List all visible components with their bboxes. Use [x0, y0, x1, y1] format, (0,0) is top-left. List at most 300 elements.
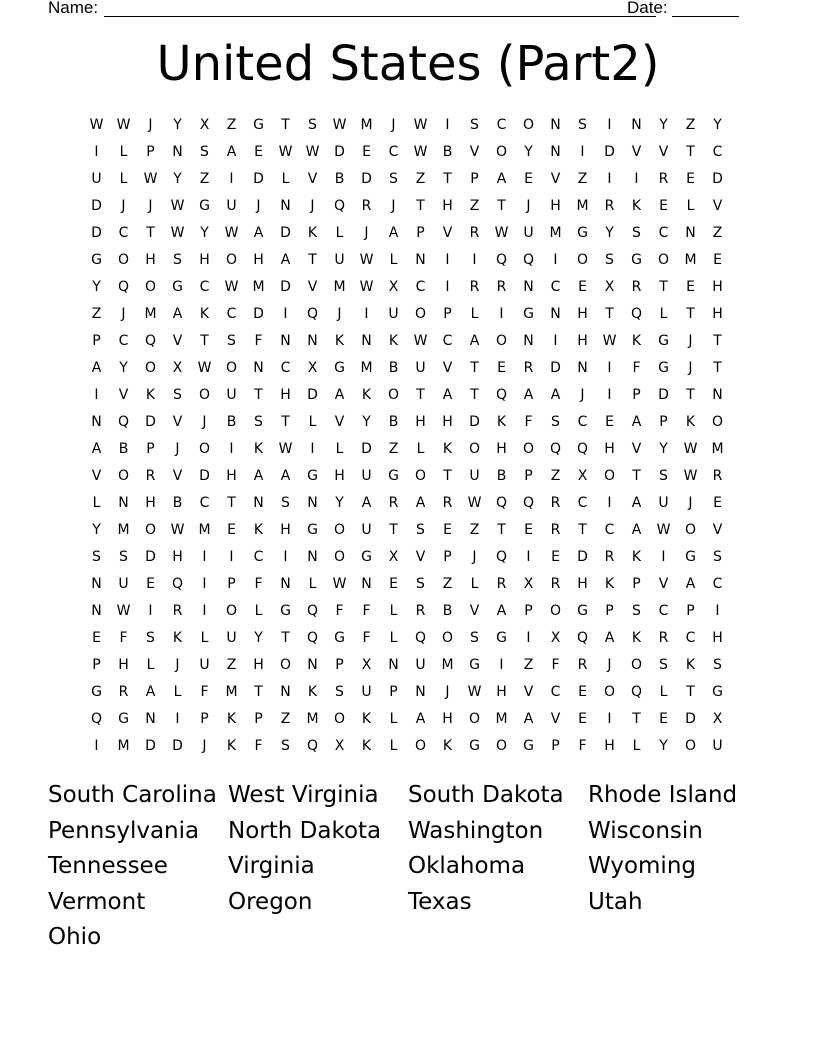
- grid-letter: T: [470, 359, 479, 376]
- grid-letter: M: [117, 737, 130, 754]
- grid-letter: R: [469, 224, 480, 241]
- date-blank-line: [672, 16, 739, 17]
- grid-letter: P: [551, 737, 560, 754]
- grid-letter: Y: [524, 143, 533, 160]
- grid-letter: D: [658, 386, 669, 403]
- grid-letter: E: [524, 521, 533, 538]
- grid-letter: A: [631, 494, 642, 511]
- grid-letter: R: [415, 602, 426, 619]
- grid-letter: X: [388, 548, 399, 565]
- grid-letter: Q: [576, 629, 589, 646]
- grid-letter: B: [334, 170, 345, 187]
- grid-letter: P: [524, 467, 533, 484]
- grid-letter: N: [577, 359, 588, 376]
- grid-letter: E: [578, 683, 587, 700]
- grid-letter: E: [524, 170, 533, 187]
- grid-letter: W: [278, 440, 293, 457]
- word-bank-item: Rhode Island: [588, 782, 738, 808]
- grid-letter: G: [307, 521, 318, 538]
- word-bank-item: Oregon: [228, 888, 313, 915]
- grid-letter: V: [712, 197, 723, 214]
- word-bank-item: Washington: [408, 817, 544, 844]
- grid-letter: A: [631, 413, 642, 430]
- grid-letter: T: [659, 278, 668, 295]
- grid-letter: L: [92, 494, 101, 511]
- grid-letter: T: [200, 332, 209, 349]
- grid-letter: Z: [415, 170, 426, 187]
- grid-letter: I: [607, 494, 612, 511]
- grid-letter: C: [577, 494, 588, 511]
- grid-letter: Z: [199, 170, 210, 187]
- grid-letter: E: [92, 629, 101, 646]
- grid-letter: J: [364, 224, 369, 241]
- grid-letter: A: [91, 440, 102, 457]
- grid-letter: J: [310, 197, 315, 214]
- grid-letter: Q: [306, 737, 319, 754]
- grid-letter: S: [416, 521, 425, 538]
- grid-letter: V: [658, 575, 669, 592]
- grid-letter: U: [361, 521, 372, 538]
- grid-letter: H: [280, 521, 291, 538]
- grid-letter: M: [144, 305, 157, 322]
- grid-letter: T: [497, 521, 506, 538]
- grid-letter: X: [307, 359, 318, 376]
- grid-letter: C: [577, 413, 588, 430]
- grid-letter: Q: [495, 548, 508, 565]
- grid-letter: Z: [226, 656, 237, 673]
- grid-letter: S: [227, 332, 236, 349]
- grid-letter: D: [91, 224, 102, 241]
- grid-letter: C: [604, 521, 615, 538]
- grid-letter: N: [91, 413, 102, 430]
- grid-letter: D: [577, 548, 588, 565]
- grid-letter: Q: [495, 494, 508, 511]
- grid-letter: J: [445, 683, 450, 700]
- grid-letter: U: [469, 467, 480, 484]
- grid-letter: L: [389, 251, 398, 268]
- grid-letter: E: [713, 251, 722, 268]
- grid-letter: E: [146, 575, 155, 592]
- grid-letter: C: [550, 278, 561, 295]
- grid-letter: I: [607, 170, 612, 187]
- grid-letter: E: [659, 710, 668, 727]
- grid-letter: N: [361, 332, 372, 349]
- date-label: Date:: [627, 0, 668, 17]
- grid-letter: H: [712, 629, 723, 646]
- grid-letter: O: [522, 116, 535, 133]
- grid-letter: Q: [144, 332, 157, 349]
- word-bank: [48, 778, 788, 956]
- grid-letter: N: [631, 116, 642, 133]
- grid-letter: I: [634, 170, 639, 187]
- grid-letter: O: [414, 467, 427, 484]
- grid-letter: H: [199, 251, 210, 268]
- grid-letter: I: [661, 548, 666, 565]
- grid-letter: F: [578, 737, 587, 754]
- grid-letter: G: [361, 548, 372, 565]
- grid-letter: W: [656, 521, 671, 538]
- grid-letter: D: [280, 224, 291, 241]
- grid-letter: C: [199, 278, 210, 295]
- grid-letter: K: [685, 656, 696, 673]
- grid-letter: P: [335, 656, 344, 673]
- grid-letter: K: [685, 413, 696, 430]
- grid-letter: T: [443, 170, 452, 187]
- grid-letter: O: [522, 440, 535, 457]
- grid-letter: D: [145, 548, 156, 565]
- grid-letter: V: [172, 413, 183, 430]
- grid-letter: I: [445, 116, 450, 133]
- grid-letter: U: [118, 575, 129, 592]
- grid-letter: E: [254, 143, 263, 160]
- grid-letter: O: [603, 683, 616, 700]
- grid-letter: I: [202, 548, 207, 565]
- grid-letter: A: [253, 224, 264, 241]
- grid-letter: O: [414, 737, 427, 754]
- grid-letter: V: [550, 170, 561, 187]
- grid-letter: Q: [306, 629, 319, 646]
- grid-letter: O: [630, 656, 643, 673]
- grid-letter: N: [280, 683, 291, 700]
- grid-letter: O: [441, 629, 454, 646]
- grid-letter: Q: [90, 710, 103, 727]
- grid-letter: R: [658, 629, 669, 646]
- grid-letter: T: [686, 683, 695, 700]
- grid-letter: J: [688, 359, 693, 376]
- grid-letter: B: [118, 440, 129, 457]
- grid-letter: P: [443, 548, 452, 565]
- grid-letter: M: [252, 278, 265, 295]
- grid-letter: O: [495, 332, 508, 349]
- grid-letter: Y: [659, 737, 668, 754]
- grid-letter: W: [683, 440, 698, 457]
- grid-letter: U: [334, 251, 345, 268]
- grid-letter: S: [173, 251, 182, 268]
- grid-letter: P: [632, 386, 641, 403]
- grid-letter: F: [335, 602, 344, 619]
- grid-letter: Q: [306, 305, 319, 322]
- grid-letter: D: [685, 710, 696, 727]
- grid-letter: W: [116, 602, 131, 619]
- grid-letter: P: [146, 143, 155, 160]
- grid-letter: A: [550, 386, 561, 403]
- grid-letter: D: [334, 143, 345, 160]
- grid-letter: X: [550, 629, 561, 646]
- grid-letter: N: [550, 143, 561, 160]
- grid-letter: S: [335, 683, 344, 700]
- grid-letter: Q: [333, 197, 346, 214]
- grid-letter: V: [550, 710, 561, 727]
- grid-letter: K: [361, 737, 372, 754]
- grid-letter: Q: [495, 251, 508, 268]
- grid-letter: L: [470, 575, 479, 592]
- grid-letter: R: [496, 278, 507, 295]
- grid-letter: T: [443, 467, 452, 484]
- grid-letter: C: [550, 683, 561, 700]
- grid-letter: U: [226, 197, 237, 214]
- grid-letter: P: [254, 710, 263, 727]
- grid-letter: D: [361, 440, 372, 457]
- grid-letter: M: [684, 251, 697, 268]
- grid-letter: J: [472, 548, 477, 565]
- grid-letter: W: [413, 143, 428, 160]
- grid-letter: I: [202, 575, 207, 592]
- grid-letter: L: [389, 710, 398, 727]
- grid-letter: Q: [117, 278, 130, 295]
- grid-letter: G: [523, 737, 534, 754]
- grid-letter: Z: [685, 116, 696, 133]
- grid-letter: Y: [362, 413, 371, 430]
- grid-letter: Q: [522, 251, 535, 268]
- grid-letter: G: [685, 548, 696, 565]
- grid-letter: Q: [630, 683, 643, 700]
- grid-letter: C: [253, 548, 264, 565]
- grid-letter: V: [172, 332, 183, 349]
- grid-letter: T: [686, 143, 695, 160]
- grid-letter: T: [470, 386, 479, 403]
- grid-letter: Q: [576, 440, 589, 457]
- grid-letter: I: [445, 278, 450, 295]
- grid-letter: A: [523, 710, 534, 727]
- grid-letter: M: [306, 710, 319, 727]
- grid-letter: X: [388, 278, 399, 295]
- grid-letter: B: [388, 413, 399, 430]
- grid-letter: S: [200, 143, 209, 160]
- grid-letter: A: [172, 305, 183, 322]
- grid-letter: T: [686, 305, 695, 322]
- grid-letter: R: [658, 170, 669, 187]
- grid-letter: Q: [171, 575, 184, 592]
- grid-letter: E: [497, 359, 506, 376]
- grid-letter: T: [713, 332, 722, 349]
- grid-letter: O: [117, 251, 130, 268]
- grid-letter: F: [254, 332, 263, 349]
- grid-letter: V: [91, 467, 102, 484]
- grid-letter: N: [280, 197, 291, 214]
- grid-letter: G: [172, 278, 183, 295]
- grid-letter: E: [443, 521, 452, 538]
- grid-letter: N: [550, 116, 561, 133]
- grid-letter: P: [632, 575, 641, 592]
- grid-letter: H: [442, 413, 453, 430]
- grid-letter: Y: [200, 224, 209, 241]
- grid-letter: L: [254, 602, 263, 619]
- grid-letter: T: [632, 467, 641, 484]
- grid-letter: E: [713, 494, 722, 511]
- name-label: Name:: [48, 0, 99, 17]
- grid-letter: I: [607, 359, 612, 376]
- grid-letter: J: [607, 656, 612, 673]
- grid-letter: N: [523, 332, 534, 349]
- grid-letter: I: [472, 251, 477, 268]
- grid-letter: S: [659, 467, 668, 484]
- grid-letter: Y: [92, 278, 101, 295]
- grid-letter: T: [281, 413, 290, 430]
- grid-letter: X: [172, 359, 183, 376]
- grid-letter: C: [685, 629, 696, 646]
- grid-letter: E: [551, 548, 560, 565]
- grid-letter: G: [199, 197, 210, 214]
- grid-letter: S: [470, 629, 479, 646]
- grid-letter: P: [200, 710, 209, 727]
- grid-letter: N: [91, 602, 102, 619]
- grid-letter: U: [361, 683, 372, 700]
- grid-letter: M: [711, 440, 724, 457]
- grid-letter: Y: [92, 521, 101, 538]
- grid-letter: A: [469, 332, 480, 349]
- grid-letter: V: [469, 602, 480, 619]
- grid-letter: A: [523, 386, 534, 403]
- grid-letter: J: [337, 305, 342, 322]
- grid-letter: W: [116, 116, 131, 133]
- grid-letter: N: [118, 494, 129, 511]
- grid-letter: M: [117, 521, 130, 538]
- grid-letter: K: [361, 710, 372, 727]
- grid-letter: G: [712, 683, 723, 700]
- grid-letter: N: [307, 656, 318, 673]
- grid-letter: G: [118, 710, 129, 727]
- grid-letter: Z: [577, 170, 588, 187]
- grid-letter: U: [199, 656, 210, 673]
- grid-letter: Z: [712, 224, 723, 241]
- grid-letter: W: [359, 251, 374, 268]
- grid-letter: P: [146, 440, 155, 457]
- grid-letter: K: [388, 332, 399, 349]
- grid-letter: H: [253, 656, 264, 673]
- grid-letter: E: [686, 278, 695, 295]
- grid-letter: E: [389, 575, 398, 592]
- grid-letter: G: [496, 629, 507, 646]
- grid-letter: L: [470, 305, 479, 322]
- grid-letter: N: [172, 143, 183, 160]
- word-bank-item: Oklahoma: [408, 853, 526, 879]
- puzzle-title: United States (Part2): [156, 36, 660, 92]
- grid-letter: X: [361, 656, 372, 673]
- grid-letter: C: [388, 143, 399, 160]
- grid-letter: Z: [442, 575, 453, 592]
- grid-letter: C: [442, 332, 453, 349]
- grid-letter: Y: [254, 629, 263, 646]
- grid-letter: X: [712, 710, 723, 727]
- grid-letter: L: [389, 602, 398, 619]
- grid-letter: N: [280, 575, 291, 592]
- grid-letter: J: [175, 656, 180, 673]
- letter-grid: [83, 111, 731, 759]
- grid-letter: A: [415, 710, 426, 727]
- grid-letter: Z: [550, 467, 561, 484]
- grid-letter: P: [470, 170, 479, 187]
- grid-letter: M: [225, 683, 238, 700]
- grid-letter: S: [551, 413, 560, 430]
- grid-letter: R: [361, 197, 372, 214]
- word-bank-item: Wisconsin: [588, 817, 703, 844]
- grid-letter: O: [549, 602, 562, 619]
- grid-letter: W: [467, 494, 482, 511]
- grid-letter: R: [604, 548, 615, 565]
- grid-letter: F: [362, 602, 371, 619]
- grid-letter: H: [145, 494, 156, 511]
- grid-letter: Y: [605, 224, 614, 241]
- grid-letter: O: [144, 359, 157, 376]
- grid-letter: J: [175, 440, 180, 457]
- worksheet-header: [48, 0, 748, 20]
- grid-letter: T: [281, 629, 290, 646]
- grid-letter: F: [524, 413, 533, 430]
- grid-letter: J: [391, 197, 396, 214]
- grid-letter: W: [359, 278, 374, 295]
- grid-letter: O: [144, 278, 157, 295]
- grid-letter: P: [92, 332, 101, 349]
- grid-letter: G: [631, 251, 642, 268]
- grid-letter: W: [224, 278, 239, 295]
- grid-letter: J: [391, 116, 396, 133]
- grid-letter: I: [607, 710, 612, 727]
- grid-letter: L: [632, 737, 641, 754]
- grid-letter: L: [200, 629, 209, 646]
- grid-letter: C: [658, 224, 669, 241]
- grid-letter: N: [307, 332, 318, 349]
- grid-letter: G: [658, 359, 669, 376]
- grid-letter: L: [119, 143, 128, 160]
- grid-letter: P: [389, 683, 398, 700]
- grid-letter: O: [711, 413, 724, 430]
- grid-letter: I: [364, 305, 369, 322]
- grid-letter: M: [198, 521, 211, 538]
- grid-letter: I: [94, 386, 99, 403]
- grid-letter: I: [553, 251, 558, 268]
- grid-letter: Z: [388, 440, 399, 457]
- grid-letter: C: [712, 575, 723, 592]
- grid-letter: N: [253, 494, 264, 511]
- grid-letter: D: [307, 386, 318, 403]
- grid-letter: I: [499, 305, 504, 322]
- grid-letter: W: [413, 116, 428, 133]
- grid-letter: S: [146, 629, 155, 646]
- grid-letter: X: [334, 737, 345, 754]
- grid-letter: S: [254, 413, 263, 430]
- grid-letter: J: [526, 197, 531, 214]
- grid-letter: V: [712, 521, 723, 538]
- grid-letter: O: [144, 521, 157, 538]
- grid-letter: U: [415, 359, 426, 376]
- grid-letter: S: [578, 116, 587, 133]
- grid-letter: X: [577, 467, 588, 484]
- grid-letter: O: [333, 548, 346, 565]
- grid-letter: H: [280, 386, 291, 403]
- grid-letter: A: [91, 359, 102, 376]
- grid-letter: L: [173, 683, 182, 700]
- grid-letter: I: [283, 548, 288, 565]
- grid-letter: J: [688, 332, 693, 349]
- grid-letter: I: [148, 602, 153, 619]
- grid-letter: L: [389, 629, 398, 646]
- grid-letter: R: [550, 494, 561, 511]
- grid-letter: G: [280, 602, 291, 619]
- grid-letter: T: [416, 197, 425, 214]
- grid-letter: U: [388, 305, 399, 322]
- grid-letter: P: [524, 602, 533, 619]
- grid-letter: R: [631, 278, 642, 295]
- grid-letter: A: [631, 521, 642, 538]
- grid-letter: F: [254, 575, 263, 592]
- grid-letter: K: [334, 332, 345, 349]
- grid-letter: W: [278, 143, 293, 160]
- grid-letter: X: [604, 278, 615, 295]
- grid-letter: E: [227, 521, 236, 538]
- grid-letter: I: [310, 440, 315, 457]
- grid-letter: H: [712, 305, 723, 322]
- grid-letter: L: [146, 656, 155, 673]
